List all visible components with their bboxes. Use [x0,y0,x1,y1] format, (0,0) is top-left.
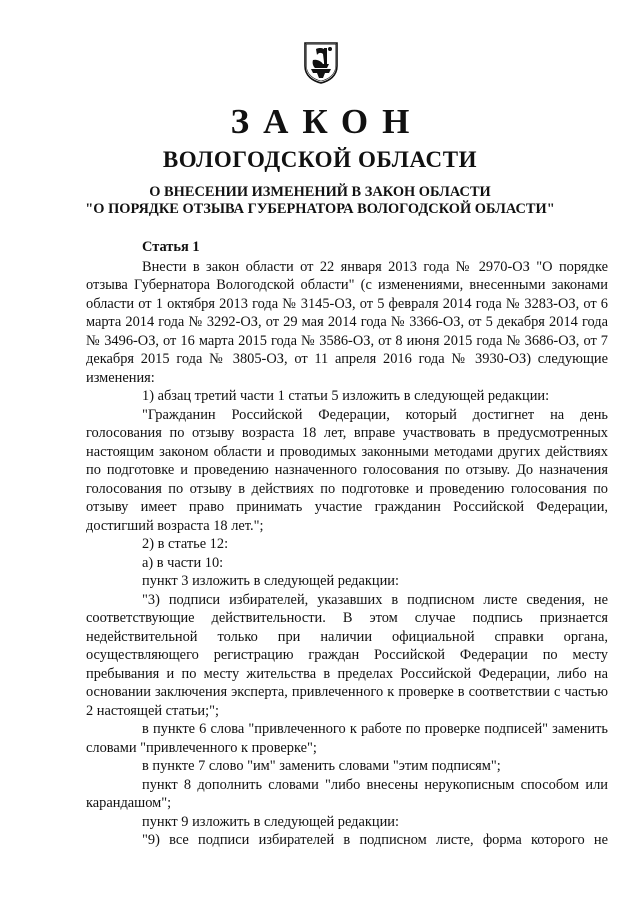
paragraph: Внести в закон области от 22 января 2013 года № 2970-ОЗ "О порядке отзыва Губернатора Вологодской области" (с изменениями, внесенными законами области от 1 октября 2013 года № 3145-ОЗ, от 5 февраля 2014 года № 3283-ОЗ, от 6 марта 2014 года № 3292-ОЗ, от 29 мая 2014 года № 3366-ОЗ, от 5 декабря 2014 года № 3496-ОЗ, от 16 марта 2015 года № 3586-ОЗ, от 8 июня 2015 года № 3686-ОЗ, от 7 декабря 2015 года № 3805-ОЗ, от 11 апреля 2016 года № 3930-ОЗ) следующие изменения: [86,258,608,386]
paragraph: "9) все подписи избирателей в подписном листе, форма которого не [142,832,608,848]
paragraph: пункт 8 дополнить словами "либо внесены нерукописным способом или карандашом"; [86,776,608,811]
law-title: ЗАКОН [230,102,424,141]
subtitle-line-1: О ВНЕСЕНИИ ИЗМЕНЕНИЙ В ЗАКОН ОБЛАСТИ [149,184,491,200]
subtitle-line-2: "О ПОРЯДКЕ ОТЗЫВА ГУБЕРНАТОРА ВОЛОГОДСКОЙ ОБЛАСТИ" [85,201,555,217]
law-subtitle [60,184,580,218]
region-name: ВОЛОГОДСКОЙ ОБЛАСТИ [162,147,478,172]
article-heading: Статья 1 [142,239,200,255]
paragraph: в пункте 7 слово "им" заменить словами "этим подписям"; [142,758,501,774]
paragraph: пункт 3 изложить в следующей редакции: [142,573,399,589]
paragraph: "Гражданин Российской Федерации, который достигнет на день голосования по отзыву возраста 18 лет, вправе участвовать в предусмотренных настоящим законом области и проводимых законными методами других действиях по подготовке и проведению назначенного голосования по отзыву. До назначения голосования по отзыву в действиях по подготовке и проведению голосования по отзыву имеет право принимать участие гражданин Российской Федерации, достигший возраста 18 лет."; [86,406,608,534]
coat-of-arms-icon [303,40,339,84]
paragraph: а) в части 10: [142,554,224,571]
paragraph: "3) подписи избирателей, указавших в подписном листе сведения, не соответствующие действительности. В этом случае подпись признается недействительной только при наличии официальной справки органа, осуществляющего регистрацию граждан Российской Федерации по месту пребывания и по месту жительства в пределах Российской Федерации, либо на основании заключения эксперта, привлеченного к проверке в соответствии с частью 2 настоящей статьи;"; [86,591,608,719]
paragraph: 2) в статье 12: [142,536,229,552]
paragraph: в пункте 6 слова "привлеченного к работе по проверке подписей" заменить словами "привлеченного к проверке"; [86,721,608,756]
article-body [86,238,608,850]
paragraph: 1) абзац третий части 1 статьи 5 изложить в следующей редакции: [142,388,550,404]
paragraph: пункт 9 изложить в следующей редакции: [142,813,399,830]
